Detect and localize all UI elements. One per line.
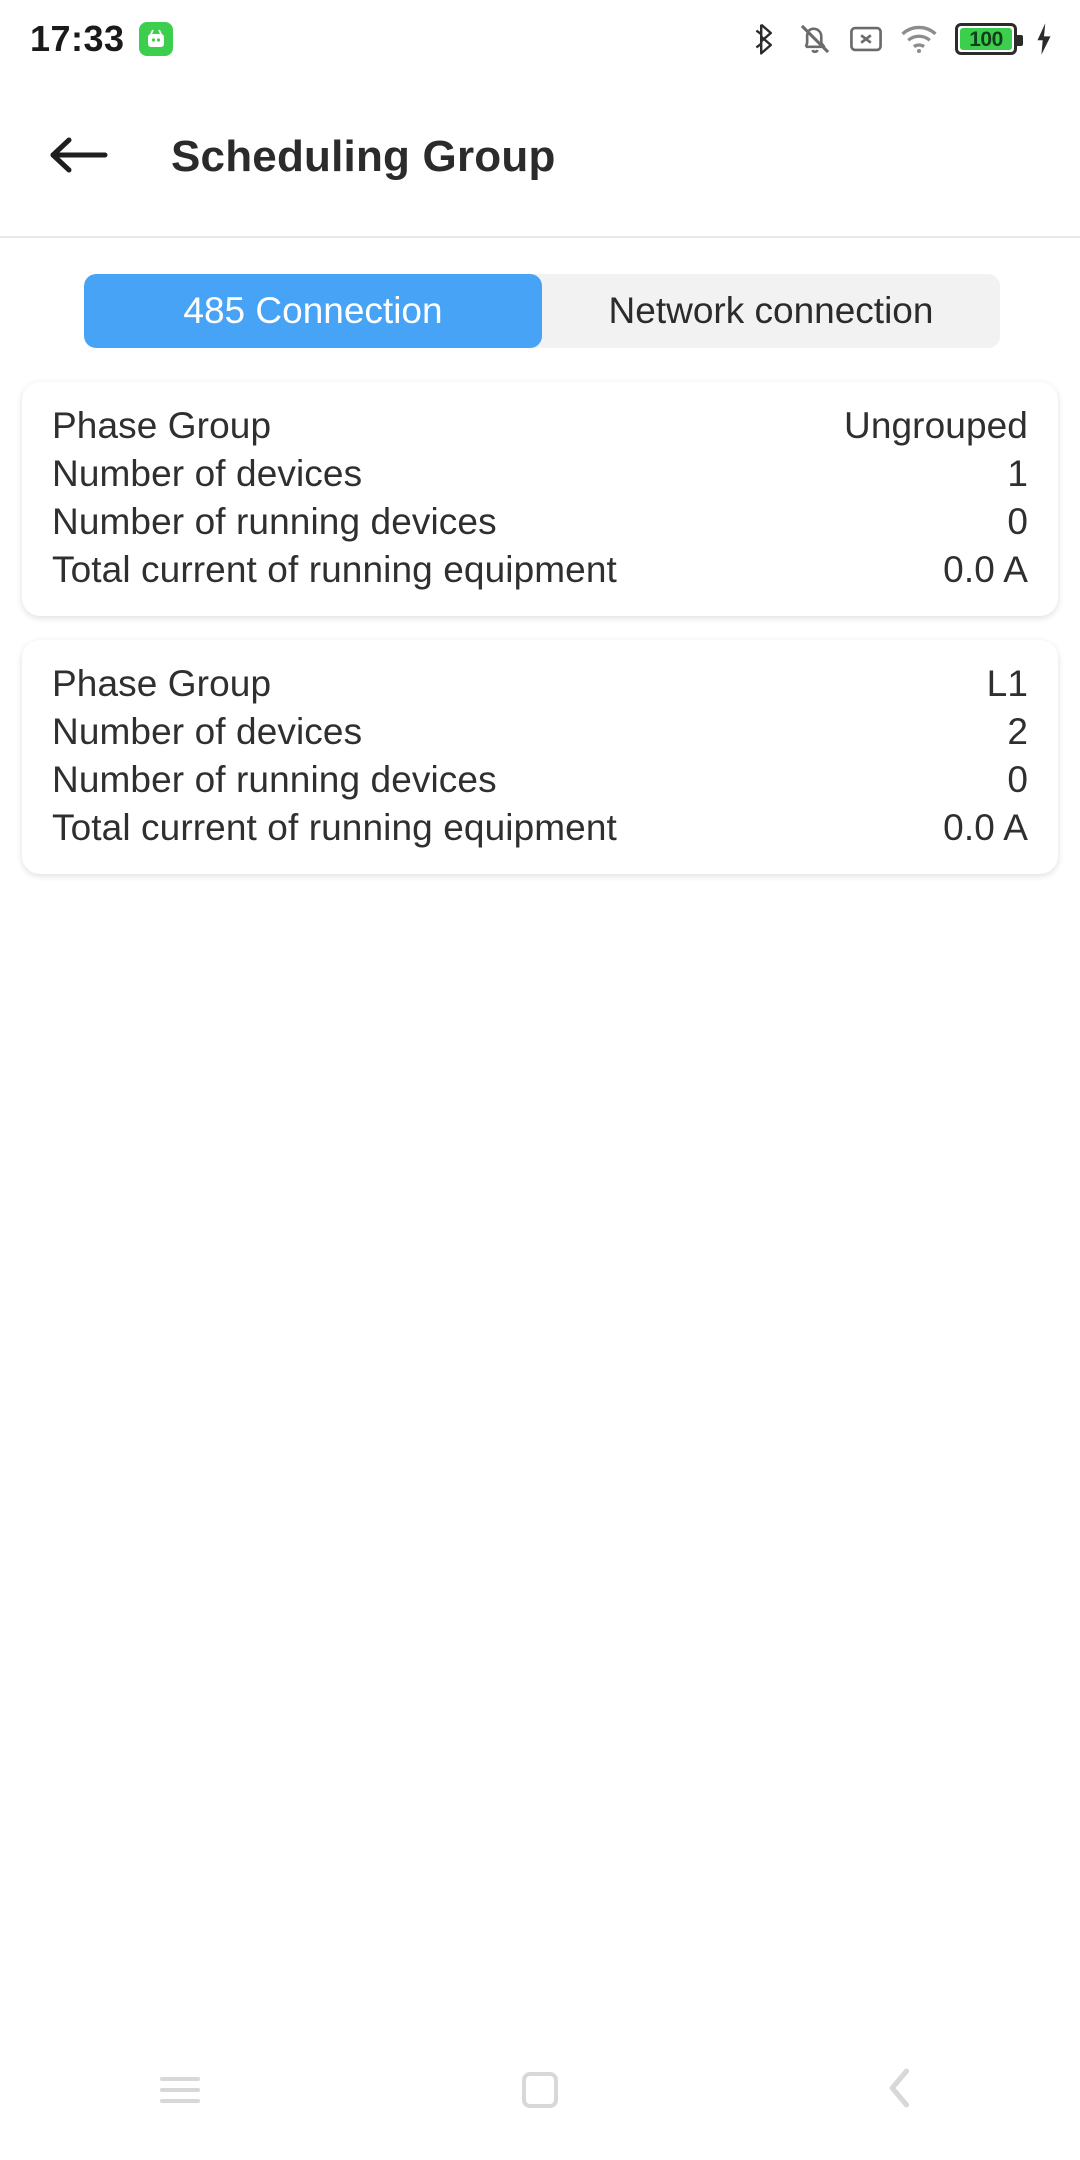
nav-recents-button[interactable] [125, 2045, 235, 2135]
nav-home-button[interactable] [485, 2045, 595, 2135]
app-header [0, 78, 1080, 238]
notifications-muted-icon [798, 22, 832, 56]
tab-485-connection[interactable]: 485 Connection [84, 274, 542, 348]
group-card-ungrouped[interactable] [22, 382, 1058, 616]
row-total-current [52, 546, 1028, 594]
row-label: Number of running devices [52, 759, 497, 800]
menu-icon [160, 2070, 200, 2110]
nav-back-button[interactable] [845, 2045, 955, 2135]
group-card-l1[interactable] [22, 640, 1058, 874]
page-title: Scheduling Group [171, 132, 556, 181]
row-value: L1 [986, 663, 1028, 704]
row-number-of-running-devices [52, 498, 1028, 546]
sms-failed-icon [849, 24, 883, 54]
row-label: Total current of running equipment [52, 807, 617, 848]
row-value: 1 [1007, 453, 1028, 494]
row-value: 2 [1007, 711, 1028, 752]
home-square-icon [522, 2072, 558, 2108]
row-number-of-running-devices [52, 756, 1028, 804]
row-value: Ungrouped [844, 405, 1028, 446]
connection-tabs [84, 274, 1000, 348]
row-phase-group [52, 402, 1028, 450]
system-navigation-bar [0, 2020, 1080, 2160]
chevron-left-icon [883, 2066, 917, 2115]
status-bar [0, 0, 1080, 78]
connection-tabs-wrapper [0, 238, 1080, 348]
back-button[interactable] [40, 119, 116, 195]
wifi-icon [900, 23, 938, 55]
tab-network-connection[interactable]: Network connection [542, 274, 1000, 348]
status-bar-clock: 17:33 [30, 18, 125, 59]
battery-icon [955, 23, 1017, 55]
row-number-of-devices [52, 708, 1028, 756]
row-number-of-devices [52, 450, 1028, 498]
row-label: Number of devices [52, 711, 363, 752]
bluetooth-icon [751, 21, 781, 57]
arrow-left-icon [47, 133, 109, 182]
battery-percent: 100 [969, 27, 1003, 51]
row-label: Phase Group [52, 663, 272, 704]
row-label: Phase Group [52, 405, 272, 446]
row-value: 0 [1007, 501, 1028, 542]
app-notification-icon [139, 22, 173, 56]
group-list [0, 348, 1080, 2020]
row-label: Number of running devices [52, 501, 497, 542]
row-total-current [52, 804, 1028, 852]
status-bar-right [751, 21, 1054, 57]
row-label: Total current of running equipment [52, 549, 617, 590]
row-value: 0.0 A [943, 549, 1028, 590]
row-label: Number of devices [52, 453, 363, 494]
row-value: 0.0 A [943, 807, 1028, 848]
status-bar-left [30, 18, 173, 60]
row-phase-group [52, 660, 1028, 708]
row-value: 0 [1007, 759, 1028, 800]
charging-bolt-icon [1034, 22, 1054, 56]
